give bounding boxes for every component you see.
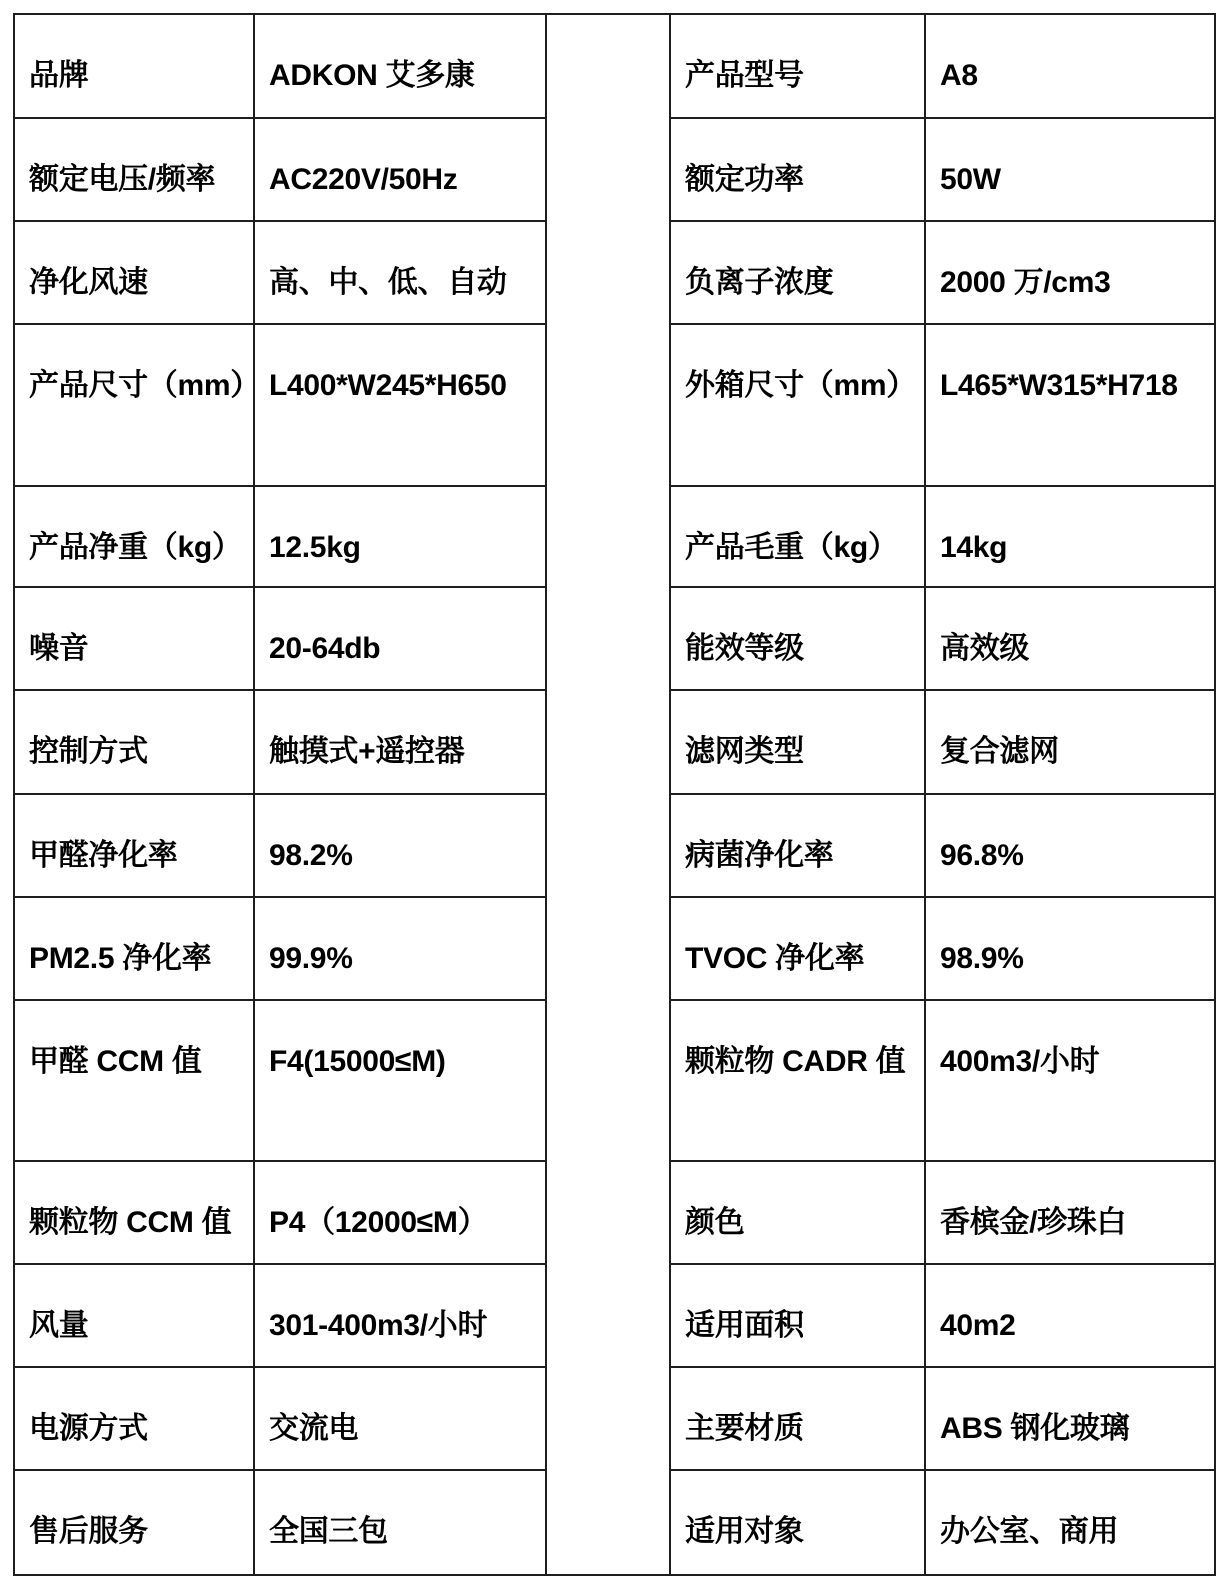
spec-value-particulate-ccm: P4（12000≤M） [255, 1162, 547, 1265]
spec-value-bacteria-purification-rate: 96.8% [926, 795, 1216, 898]
spec-value-anion-concentration: 2000 万/cm3 [926, 222, 1216, 325]
spec-value-air-volume: 301-400m3/小时 [255, 1265, 547, 1368]
spec-label-after-sales-service: 售后服务 [15, 1471, 255, 1576]
spec-value-tvoc-purification-rate: 98.9% [926, 898, 1216, 1001]
spec-label-net-weight: 产品净重（kg） [15, 487, 255, 588]
spec-value-brand: ADKON 艾多康 [255, 15, 547, 119]
spec-label-brand: 品牌 [15, 15, 255, 119]
table-gap-column [547, 15, 671, 1576]
spec-value-applicable-area: 40m2 [926, 1265, 1216, 1368]
spec-value-control-method: 触摸式+遥控器 [255, 691, 547, 795]
spec-value-filter-type: 复合滤网 [926, 691, 1216, 795]
spec-label-particulate-ccm: 颗粒物 CCM 值 [15, 1162, 255, 1265]
spec-value-model: A8 [926, 15, 1216, 119]
spec-label-rated-power: 额定功率 [671, 119, 926, 222]
spec-label-rated-voltage-frequency: 额定电压/频率 [15, 119, 255, 222]
spec-label-main-material: 主要材质 [671, 1368, 926, 1471]
spec-value-purify-wind-speed: 高、中、低、自动 [255, 222, 547, 325]
spec-label-color: 颜色 [671, 1162, 926, 1265]
spec-value-main-material: ABS 钢化玻璃 [926, 1368, 1216, 1471]
spec-value-rated-power: 50W [926, 119, 1216, 222]
spec-value-applicable-object: 办公室、商用 [926, 1471, 1216, 1576]
spec-label-energy-efficiency: 能效等级 [671, 588, 926, 691]
spec-label-gross-weight: 产品毛重（kg） [671, 487, 926, 588]
spec-label-product-size: 产品尺寸（mm） [15, 325, 255, 487]
spec-label-formaldehyde-purification-rate: 甲醛净化率 [15, 795, 255, 898]
spec-value-power-supply: 交流电 [255, 1368, 547, 1471]
spec-label-carton-size: 外箱尺寸（mm） [671, 325, 926, 487]
spec-value-particulate-cadr: 400m3/小时 [926, 1001, 1216, 1162]
spec-value-color: 香槟金/珍珠白 [926, 1162, 1216, 1265]
spec-label-control-method: 控制方式 [15, 691, 255, 795]
spec-label-applicable-object: 适用对象 [671, 1471, 926, 1576]
spec-label-filter-type: 滤网类型 [671, 691, 926, 795]
spec-label-air-volume: 风量 [15, 1265, 255, 1368]
spec-value-carton-size: L465*W315*H718 [926, 325, 1216, 487]
spec-label-pm25-purification-rate: PM2.5 净化率 [15, 898, 255, 1001]
spec-value-formaldehyde-ccm: F4(15000≤M) [255, 1001, 547, 1162]
spec-value-product-size: L400*W245*H650 [255, 325, 547, 487]
spec-value-energy-efficiency: 高效级 [926, 588, 1216, 691]
spec-value-noise: 20-64db [255, 588, 547, 691]
spec-label-tvoc-purification-rate: TVOC 净化率 [671, 898, 926, 1001]
spec-label-bacteria-purification-rate: 病菌净化率 [671, 795, 926, 898]
spec-label-particulate-cadr: 颗粒物 CADR 值 [671, 1001, 926, 1162]
spec-value-gross-weight: 14kg [926, 487, 1216, 588]
spec-value-formaldehyde-purification-rate: 98.2% [255, 795, 547, 898]
spec-label-formaldehyde-ccm: 甲醛 CCM 值 [15, 1001, 255, 1162]
spec-label-noise: 噪音 [15, 588, 255, 691]
spec-label-model: 产品型号 [671, 15, 926, 119]
spec-label-applicable-area: 适用面积 [671, 1265, 926, 1368]
spec-value-pm25-purification-rate: 99.9% [255, 898, 547, 1001]
spec-label-power-supply: 电源方式 [15, 1368, 255, 1471]
spec-value-rated-voltage-frequency: AC220V/50Hz [255, 119, 547, 222]
spec-value-net-weight: 12.5kg [255, 487, 547, 588]
spec-label-anion-concentration: 负离子浓度 [671, 222, 926, 325]
spec-label-purify-wind-speed: 净化风速 [15, 222, 255, 325]
spec-value-after-sales-service: 全国三包 [255, 1471, 547, 1576]
product-spec-table [13, 13, 1216, 1576]
